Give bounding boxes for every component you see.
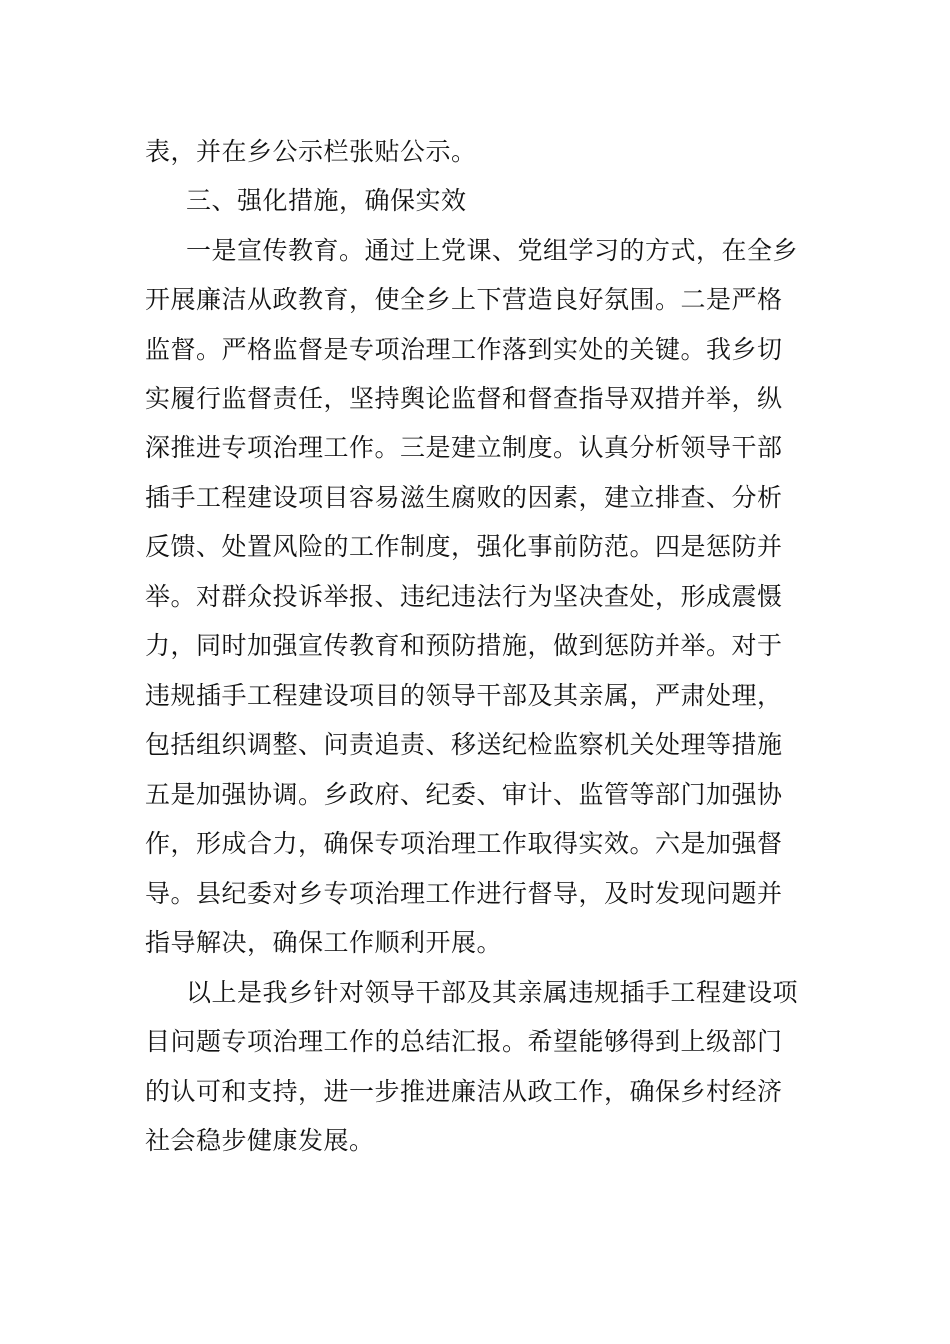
paragraph-line: 一是宣传教育。通过上党课、党组学习的方式，在全乡 (186, 236, 799, 265)
paragraph-line: 开展廉洁从政教育，使全乡上下营造良好氛围。二是严格 (145, 285, 783, 314)
paragraph-line: 社会稳步健康发展。 (145, 1126, 375, 1155)
section-heading: 三、强化措施，确保实效 (186, 186, 467, 215)
paragraph-line: 力，同时加强宣传教育和预防措施，做到惩防并举。对于 (145, 631, 783, 660)
paragraph-line: 监督。严格监督是专项治理工作落到实处的关键。我乡切 (145, 335, 783, 364)
paragraph-line: 违规插手工程建设项目的领导干部及其亲属，严肃处理， (145, 681, 783, 710)
paragraph-line: 作，形成合力，确保专项治理工作取得实效。六是加强督 (145, 829, 783, 858)
paragraph-line: 表，并在乡公示栏张贴公示。 (145, 137, 477, 166)
paragraph-line: 实履行监督责任，坚持舆论监督和督查指导双措并举，纵 (145, 384, 783, 413)
paragraph-line: 包括组织调整、问责追责、移送纪检监察机关处理等措施 (145, 730, 783, 759)
paragraph-line: 目问题专项治理工作的总结汇报。希望能够得到上级部门 (145, 1027, 783, 1056)
paragraph-line: 导。县纪委对乡专项治理工作进行督导，及时发现问题并 (145, 879, 783, 908)
paragraph-line: 的认可和支持，进一步推进廉洁从政工作，确保乡村经济 (145, 1077, 783, 1106)
paragraph-line: 举。对群众投诉举报、违纪违法行为坚决查处，形成震慑 (145, 582, 783, 611)
paragraph-line: 以上是我乡针对领导干部及其亲属违规插手工程建设项 (186, 978, 799, 1007)
paragraph-line: 反馈、处置风险的工作制度，强化事前防范。四是惩防并 (145, 532, 783, 561)
paragraph-line: 深推进专项治理工作。三是建立制度。认真分析领导干部 (145, 433, 783, 462)
paragraph-line: 插手工程建设项目容易滋生腐败的因素，建立排查、分析 (145, 483, 783, 512)
paragraph-line: 指导解决，确保工作顺利开展。 (145, 928, 503, 957)
paragraph-line: 五是加强协调。乡政府、纪委、审计、监管等部门加强协 (145, 780, 783, 809)
